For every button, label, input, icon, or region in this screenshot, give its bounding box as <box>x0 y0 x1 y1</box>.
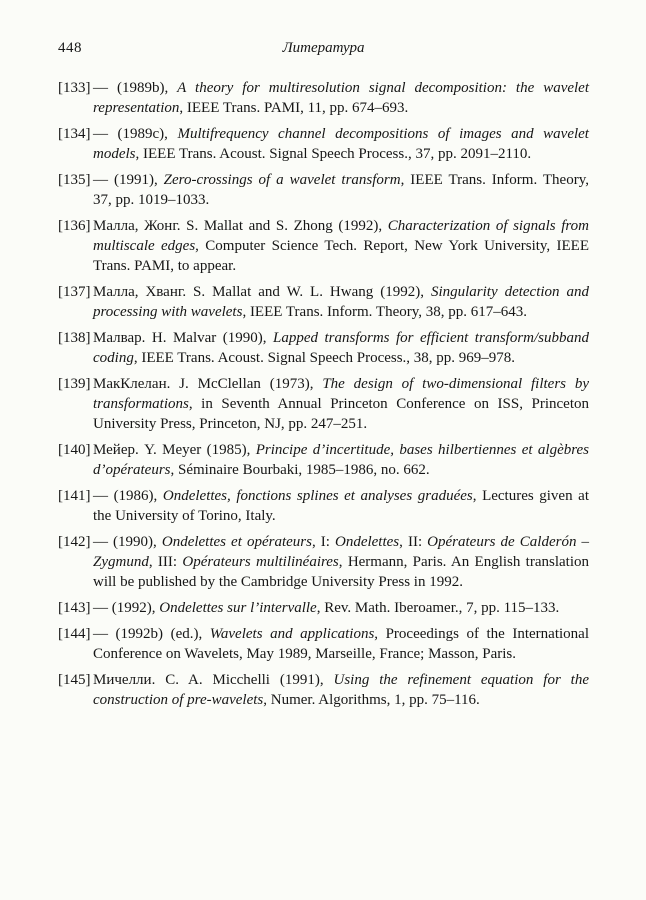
reference-title-segment: Lapped transforms for efficient transform/subband coding <box>93 330 589 366</box>
reference-label: [136] <box>58 218 91 234</box>
reference-entry <box>58 170 589 210</box>
reference-text <box>93 282 589 322</box>
reference-entry <box>58 124 589 164</box>
reference-title-segment: Ondelettes et opérateurs <box>161 534 312 550</box>
reference-text <box>93 328 589 368</box>
reference-text-segment: — (1990), <box>93 534 162 550</box>
reference-text <box>93 440 589 480</box>
reference-text-segment: , Lectures given at the University of Torino, Italy. <box>93 488 589 524</box>
reference-text <box>93 170 589 210</box>
reference-label: [143] <box>58 600 91 616</box>
reference-title-segment: A theory for multiresolution signal decomposition: the wavelet representation <box>93 80 590 116</box>
reference-text-segment: Малла, Хванг. S. Mallat and W. L. Hwang (1992), <box>93 284 431 300</box>
reference-text <box>93 216 589 276</box>
reference-text-segment: , Séminaire Bourbaki, 1985–1986, no. 662. <box>170 462 430 478</box>
reference-text-segment: Малла, Жонг. S. Mallat and S. Zhong (1992), <box>93 218 388 234</box>
reference-title-segment: Opérateurs de Calderón – Zygmund <box>93 534 589 570</box>
reference-text-segment: , in Seventh Annual Princeton Conference on ISS, Princeton University Press, Princeton, NJ, pp. 247–251. <box>93 396 589 432</box>
reference-title-segment: The design of two-dimensional filters by transformations <box>93 376 589 412</box>
reference-text <box>93 670 589 710</box>
reference-text <box>93 124 589 164</box>
reference-entry <box>58 328 589 368</box>
reference-text-segment: , IEEE Trans. PAMI, 11, pp. 674–693. <box>179 100 409 116</box>
reference-text-segment: Мичелли. C. A. Micchelli (1991), <box>93 672 334 688</box>
reference-text-segment: , IEEE Trans. Acoust. Signal Speech Process., 38, pp. 969–978. <box>133 350 516 366</box>
reference-entry <box>58 598 589 618</box>
reference-label: [140] <box>58 442 91 458</box>
reference-text <box>93 532 589 592</box>
reference-label: [133] <box>58 80 91 96</box>
reference-text-segment: , IEEE Trans. Inform. Theory, 38, pp. 617–643. <box>242 304 527 320</box>
reference-text <box>93 598 589 618</box>
reference-text-segment: — (1992b) (ed.), <box>93 626 210 642</box>
reference-label: [134] <box>58 126 91 142</box>
reference-label: [139] <box>58 376 91 392</box>
reference-list <box>58 78 589 710</box>
reference-text <box>93 486 589 526</box>
reference-text-segment: Малвар. H. Malvar (1990), <box>93 330 274 346</box>
reference-label: [135] <box>58 172 91 188</box>
running-title: Литература <box>282 40 365 56</box>
reference-title-segment: Characterization of signals from multiscale edges <box>93 218 589 254</box>
reference-label: [138] <box>58 330 91 346</box>
reference-label: [145] <box>58 672 91 688</box>
reference-text-segment: — (1989c), <box>93 126 178 142</box>
reference-text-segment: — (1986), <box>93 488 163 504</box>
reference-text-segment: , IEEE Trans. Inform. Theory, 37, pp. 1019–1033. <box>93 172 589 208</box>
reference-title-segment: Zero-crossings of a wavelet transform <box>163 172 401 188</box>
reference-text-segment: МакКлелан. J. McClellan (1973), <box>93 376 323 392</box>
reference-entry <box>58 216 589 276</box>
reference-text-segment: — (1989b), <box>93 80 178 96</box>
reference-text-segment: , Proceedings of the International Conference on Wavelets, May 1989, Marseille, France; Masson, Paris. <box>93 626 589 662</box>
reference-text-segment: , Rev. Math. Iberoamer., 7, pp. 115–133. <box>316 600 560 616</box>
reference-label: [137] <box>58 284 91 300</box>
reference-title-segment: Ondelettes, fonctions splines et analyses graduées <box>162 488 473 504</box>
reference-entry <box>58 282 589 322</box>
reference-entry <box>58 440 589 480</box>
reference-text-segment: — (1992), <box>93 600 160 616</box>
reference-entry <box>58 78 589 118</box>
reference-title-segment: Ondelettes sur l’intervalle <box>159 600 317 616</box>
reference-title-segment: Ondelettes <box>334 534 400 550</box>
reference-title-segment: Principe d’incertitude, bases hilbertiennes et algèbres d’opérateurs <box>93 442 590 478</box>
reference-entry <box>58 374 589 434</box>
reference-text-segment: Мейер. Y. Meyer (1985), <box>93 442 256 458</box>
reference-title-segment: Wavelets and applications <box>209 626 375 642</box>
reference-label: [141] <box>58 488 91 504</box>
reference-text <box>93 374 589 434</box>
reference-entry <box>58 624 589 664</box>
reference-text-segment: , Hermann, Paris. An English translation will be published by the Cambridge University Press in 1992. <box>93 554 589 590</box>
reference-title-segment: Multifrequency channel decompositions of images and wavelet models <box>93 126 589 162</box>
reference-title-segment: Opérateurs multilinéaires <box>182 554 339 570</box>
reference-title-segment: Singularity detection and processing with wavelets <box>93 284 590 320</box>
reference-title-segment: Using the refinement equation for the construction of pre-wavelets <box>93 672 589 708</box>
page-number: 448 <box>58 40 82 56</box>
reference-text-segment: — (1991), <box>93 172 164 188</box>
page-header <box>58 38 589 58</box>
reference-text <box>93 624 589 664</box>
reference-entry <box>58 670 589 710</box>
reference-text <box>93 78 589 118</box>
reference-text-segment: , Computer Science Tech. Report, New York University, IEEE Trans. PAMI, to appear. <box>93 238 590 274</box>
reference-text-segment: , II: <box>399 534 428 550</box>
reference-text-segment: , IEEE Trans. Acoust. Signal Speech Process., 37, pp. 2091–2110. <box>135 146 532 162</box>
reference-text-segment: , III: <box>148 554 183 570</box>
reference-text-segment: , Numer. Algorithms, 1, pp. 75–116. <box>263 692 480 708</box>
reference-label: [144] <box>58 626 91 642</box>
reference-entry <box>58 486 589 526</box>
reference-label: [142] <box>58 534 91 550</box>
reference-text-segment: , I: <box>311 534 335 550</box>
reference-entry <box>58 532 589 592</box>
